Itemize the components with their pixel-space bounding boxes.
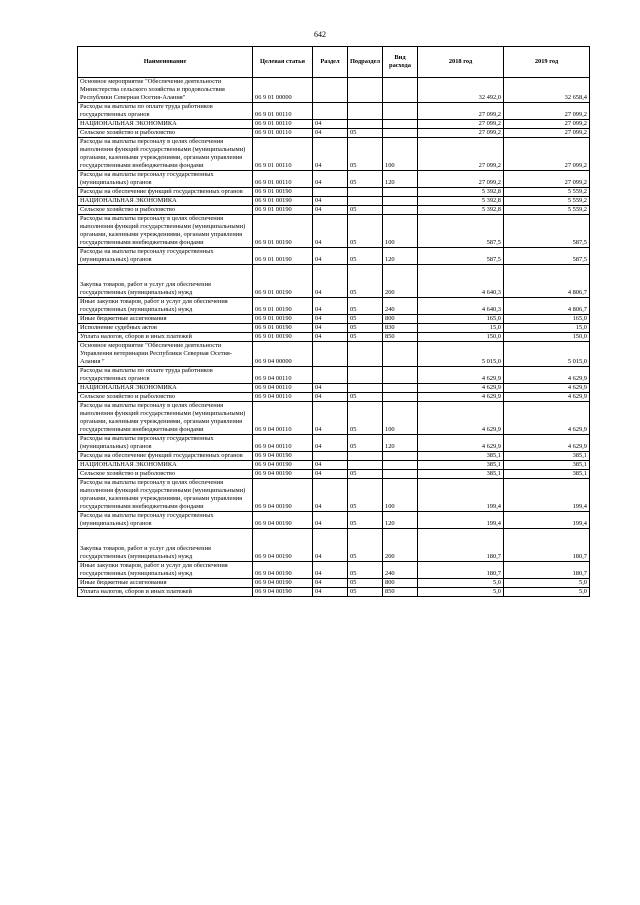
cell-expense-kind [383, 342, 418, 367]
cell-name: Уплата налогов, сборов и иных платежей [78, 333, 253, 342]
table-row [78, 206, 590, 215]
cell-expense-kind: 800 [383, 579, 418, 588]
cell-expense-kind [383, 367, 418, 384]
cell-subsection: 05 [348, 588, 383, 597]
cell-amount-2018: 199,4 [418, 479, 504, 512]
cell-section: 04 [313, 562, 348, 579]
cell-target-code: 06 9 01 00190 [253, 188, 313, 197]
cell-section: 04 [313, 479, 348, 512]
cell-name: Иные закупки товаров, работ и услуг для обеспечения государственных (муниципальных) нужд [78, 562, 253, 579]
cell-amount-2019: 4 629,9 [504, 384, 590, 393]
table-row [78, 315, 590, 324]
cell-section: 04 [313, 197, 348, 206]
cell-target-code: 06 9 01 00190 [253, 315, 313, 324]
cell-amount-2018: 27 099,2 [418, 171, 504, 188]
cell-target-code: 06 9 04 00190 [253, 461, 313, 470]
cell-target-code: 06 9 04 00190 [253, 579, 313, 588]
table-row [78, 265, 590, 298]
cell-expense-kind [383, 129, 418, 138]
cell-amount-2018: 199,4 [418, 512, 504, 529]
cell-section: 04 [313, 470, 348, 479]
cell-section: 04 [313, 579, 348, 588]
cell-section: 04 [313, 171, 348, 188]
cell-expense-kind: 800 [383, 315, 418, 324]
table-row [78, 129, 590, 138]
cell-amount-2019: 180,7 [504, 529, 590, 562]
cell-target-code: 06 9 01 00190 [253, 324, 313, 333]
cell-amount-2019: 5 559,2 [504, 206, 590, 215]
cell-amount-2018: 27 099,2 [418, 138, 504, 171]
cell-subsection: 05 [348, 315, 383, 324]
cell-amount-2018: 5 392,8 [418, 206, 504, 215]
cell-amount-2018: 4 629,9 [418, 384, 504, 393]
cell-target-code: 06 9 01 00190 [253, 265, 313, 298]
cell-target-code: 06 9 01 00110 [253, 138, 313, 171]
table-row [78, 402, 590, 435]
cell-target-code: 06 9 01 00110 [253, 129, 313, 138]
cell-section: 04 [313, 206, 348, 215]
cell-amount-2019: 587,5 [504, 215, 590, 248]
cell-target-code: 06 9 01 00000 [253, 78, 313, 103]
cell-expense-kind: 830 [383, 324, 418, 333]
cell-subsection: 05 [348, 333, 383, 342]
cell-subsection [348, 188, 383, 197]
cell-amount-2019: 5 015,0 [504, 342, 590, 367]
cell-section [313, 367, 348, 384]
cell-subsection [348, 120, 383, 129]
table-row [78, 215, 590, 248]
cell-section: 04 [313, 265, 348, 298]
table-row [78, 248, 590, 265]
cell-subsection [348, 461, 383, 470]
table-row [78, 103, 590, 120]
cell-amount-2019: 27 099,2 [504, 171, 590, 188]
cell-name: Расходы на выплаты персоналу в целях обеспечения выполнения функций государственными (муниципальными) органами, казенными учреждениями, органами управления государственными внебюджетными фондами [78, 402, 253, 435]
cell-subsection: 05 [348, 215, 383, 248]
cell-expense-kind: 850 [383, 333, 418, 342]
cell-subsection [348, 452, 383, 461]
cell-amount-2019: 180,7 [504, 562, 590, 579]
cell-amount-2019: 199,4 [504, 479, 590, 512]
cell-amount-2019: 199,4 [504, 512, 590, 529]
cell-amount-2018: 385,1 [418, 470, 504, 479]
cell-section: 04 [313, 512, 348, 529]
cell-amount-2018: 4 640,3 [418, 298, 504, 315]
cell-name: Иные бюджетные ассигнования [78, 579, 253, 588]
cell-name: Расходы на выплаты персоналу государственных (муниципальных) органов [78, 248, 253, 265]
cell-amount-2018: 587,5 [418, 215, 504, 248]
cell-amount-2019: 5 559,2 [504, 197, 590, 206]
cell-target-code: 06 9 04 00110 [253, 393, 313, 402]
cell-expense-kind: 200 [383, 529, 418, 562]
cell-amount-2018: 4 640,3 [418, 265, 504, 298]
table-row [78, 512, 590, 529]
cell-amount-2019: 27 099,2 [504, 138, 590, 171]
cell-name: Расходы на выплаты по оплате труда работников государственных органов [78, 103, 253, 120]
cell-target-code: 06 9 01 00190 [253, 298, 313, 315]
cell-subsection: 05 [348, 265, 383, 298]
cell-name: НАЦИОНАЛЬНАЯ ЭКОНОМИКА [78, 197, 253, 206]
cell-name: Расходы на выплаты персоналу государственных (муниципальных) органов [78, 512, 253, 529]
cell-amount-2018: 27 099,2 [418, 129, 504, 138]
header-kind: Вид расхода [383, 47, 418, 78]
table-row [78, 78, 590, 103]
cell-target-code: 06 9 01 00190 [253, 206, 313, 215]
cell-amount-2018: 5 392,8 [418, 188, 504, 197]
table-body [78, 78, 590, 597]
cell-amount-2018: 4 629,9 [418, 367, 504, 384]
table-row [78, 120, 590, 129]
cell-name: Сельское хозяйство и рыболовство [78, 206, 253, 215]
cell-expense-kind: 120 [383, 512, 418, 529]
cell-section: 04 [313, 138, 348, 171]
cell-amount-2019: 15,0 [504, 324, 590, 333]
cell-amount-2019: 4 629,9 [504, 367, 590, 384]
cell-target-code: 06 9 01 00110 [253, 120, 313, 129]
cell-expense-kind: 200 [383, 265, 418, 298]
cell-section: 04 [313, 324, 348, 333]
cell-amount-2018: 15,0 [418, 324, 504, 333]
cell-subsection: 05 [348, 248, 383, 265]
table-row [78, 562, 590, 579]
cell-subsection [348, 103, 383, 120]
cell-amount-2018: 27 099,2 [418, 120, 504, 129]
cell-amount-2019: 5,0 [504, 588, 590, 597]
cell-expense-kind [383, 103, 418, 120]
cell-target-code: 06 9 04 00000 [253, 342, 313, 367]
cell-name: Расходы на выплаты персоналу государственных (муниципальных) органов [78, 435, 253, 452]
cell-target-code: 06 9 01 00190 [253, 248, 313, 265]
page-number: 642 [314, 30, 326, 39]
cell-target-code: 06 9 01 00190 [253, 215, 313, 248]
table-row [78, 188, 590, 197]
budget-table [77, 46, 590, 597]
cell-name: Расходы на обеспечение функций государственных органов [78, 452, 253, 461]
cell-expense-kind: 100 [383, 215, 418, 248]
cell-amount-2018: 5,0 [418, 588, 504, 597]
cell-amount-2018: 180,7 [418, 562, 504, 579]
cell-amount-2018: 150,0 [418, 333, 504, 342]
cell-name: Закупка товаров, работ и услуг для обеспечения государственных (муниципальных) нужд [78, 529, 253, 562]
cell-name: Расходы на выплаты персоналу в целях обеспечения выполнения функций государственными (муниципальными) органами, казенными учреждениями, органами управления государственными внебюджетными фондами [78, 138, 253, 171]
cell-section [313, 188, 348, 197]
header-section: Раздел [313, 47, 348, 78]
cell-expense-kind [383, 120, 418, 129]
cell-amount-2018: 385,1 [418, 461, 504, 470]
cell-target-code: 06 9 04 00110 [253, 367, 313, 384]
cell-subsection [348, 342, 383, 367]
cell-amount-2018: 5 015,0 [418, 342, 504, 367]
table-row [78, 529, 590, 562]
header-subsection: Подраздел [348, 47, 383, 78]
cell-amount-2018: 5,0 [418, 579, 504, 588]
cell-subsection: 05 [348, 129, 383, 138]
cell-subsection: 05 [348, 171, 383, 188]
cell-amount-2018: 27 099,2 [418, 103, 504, 120]
cell-target-code: 06 9 01 00110 [253, 103, 313, 120]
cell-subsection [348, 367, 383, 384]
cell-section: 04 [313, 333, 348, 342]
cell-amount-2019: 27 099,2 [504, 129, 590, 138]
cell-expense-kind: 850 [383, 588, 418, 597]
cell-subsection: 05 [348, 470, 383, 479]
cell-name: Расходы на выплаты персоналу в целях обеспечения выполнения функций государственными (муниципальными) органами, казенными учреждениями, органами управления государственными внебюджетными фондами [78, 479, 253, 512]
cell-amount-2019: 150,0 [504, 333, 590, 342]
cell-target-code: 06 9 04 00110 [253, 402, 313, 435]
cell-name: Расходы на выплаты персоналу государственных (муниципальных) органов [78, 171, 253, 188]
cell-amount-2019: 4 629,9 [504, 393, 590, 402]
cell-expense-kind [383, 393, 418, 402]
cell-expense-kind [383, 78, 418, 103]
cell-name: Закупка товаров, работ и услуг для обеспечения государственных (муниципальных) нужд [78, 265, 253, 298]
cell-name: Основное мероприятие "Обеспечение деятельности Управления ветеринарии Республики Северная Осетия-Алания " [78, 342, 253, 367]
table-row [78, 393, 590, 402]
cell-target-code: 06 9 04 00190 [253, 512, 313, 529]
cell-amount-2019: 4 806,7 [504, 298, 590, 315]
cell-subsection [348, 78, 383, 103]
cell-amount-2019: 5,0 [504, 579, 590, 588]
cell-section: 04 [313, 129, 348, 138]
cell-subsection [348, 197, 383, 206]
cell-amount-2019: 4 629,9 [504, 402, 590, 435]
cell-name: Исполнение судебных актов [78, 324, 253, 333]
cell-target-code: 06 9 04 00190 [253, 479, 313, 512]
cell-section: 04 [313, 435, 348, 452]
cell-expense-kind: 120 [383, 171, 418, 188]
table-row [78, 588, 590, 597]
cell-name: НАЦИОНАЛЬНАЯ ЭКОНОМИКА [78, 120, 253, 129]
table-row [78, 579, 590, 588]
cell-section [313, 342, 348, 367]
cell-target-code: 06 9 04 00190 [253, 452, 313, 461]
cell-expense-kind: 240 [383, 298, 418, 315]
table-row [78, 298, 590, 315]
table-row [78, 138, 590, 171]
cell-target-code: 06 9 04 00190 [253, 588, 313, 597]
cell-section: 04 [313, 588, 348, 597]
cell-name: Расходы на выплаты персоналу в целях обеспечения выполнения функций государственными (муниципальными) органами, казенными учреждениями, органами управления государственными внебюджетными фондами [78, 215, 253, 248]
cell-amount-2019: 27 099,2 [504, 120, 590, 129]
cell-section: 04 [313, 402, 348, 435]
table-row [78, 171, 590, 188]
header-2019: 2019 год [504, 47, 590, 78]
header-row [78, 47, 590, 78]
cell-section: 04 [313, 248, 348, 265]
cell-name: Уплата налогов, сборов и иных платежей [78, 588, 253, 597]
cell-amount-2019: 5 559,2 [504, 188, 590, 197]
cell-expense-kind: 100 [383, 138, 418, 171]
cell-subsection: 05 [348, 393, 383, 402]
cell-name: Сельское хозяйство и рыболовство [78, 393, 253, 402]
cell-amount-2019: 385,1 [504, 452, 590, 461]
cell-section: 04 [313, 315, 348, 324]
cell-target-code: 06 9 04 00190 [253, 470, 313, 479]
cell-target-code: 06 9 01 00190 [253, 197, 313, 206]
cell-subsection: 05 [348, 435, 383, 452]
cell-expense-kind: 120 [383, 435, 418, 452]
cell-name: Расходы на обеспечение функций государственных органов [78, 188, 253, 197]
cell-target-code: 06 9 04 00110 [253, 384, 313, 393]
cell-amount-2019: 32 658,4 [504, 78, 590, 103]
cell-section: 04 [313, 461, 348, 470]
cell-section: 04 [313, 384, 348, 393]
table-row [78, 333, 590, 342]
table-row [78, 324, 590, 333]
cell-subsection: 05 [348, 579, 383, 588]
cell-amount-2019: 4 806,7 [504, 265, 590, 298]
cell-expense-kind [383, 384, 418, 393]
cell-amount-2019: 385,1 [504, 461, 590, 470]
cell-name: Иные закупки товаров, работ и услуг для обеспечения государственных (муниципальных) нужд [78, 298, 253, 315]
cell-expense-kind [383, 470, 418, 479]
table-row [78, 461, 590, 470]
cell-amount-2018: 5 392,8 [418, 197, 504, 206]
table-row [78, 470, 590, 479]
cell-expense-kind: 240 [383, 562, 418, 579]
cell-amount-2019: 587,5 [504, 248, 590, 265]
cell-expense-kind [383, 197, 418, 206]
table-row [78, 435, 590, 452]
cell-section [313, 103, 348, 120]
cell-subsection: 05 [348, 138, 383, 171]
cell-subsection: 05 [348, 479, 383, 512]
cell-expense-kind [383, 461, 418, 470]
table-row [78, 452, 590, 461]
cell-target-code: 06 9 01 00110 [253, 171, 313, 188]
cell-amount-2018: 4 629,9 [418, 435, 504, 452]
cell-subsection [348, 384, 383, 393]
cell-expense-kind [383, 188, 418, 197]
cell-section: 04 [313, 215, 348, 248]
cell-amount-2019: 4 629,9 [504, 435, 590, 452]
cell-amount-2018: 4 629,9 [418, 393, 504, 402]
cell-section: 04 [313, 529, 348, 562]
cell-amount-2018: 180,7 [418, 529, 504, 562]
cell-amount-2019: 165,0 [504, 315, 590, 324]
cell-name: Расходы на выплаты по оплате труда работников государственных органов [78, 367, 253, 384]
header-name: Наименование [78, 47, 253, 78]
cell-expense-kind: 100 [383, 479, 418, 512]
table-row [78, 479, 590, 512]
cell-target-code: 06 9 04 00190 [253, 529, 313, 562]
cell-expense-kind [383, 452, 418, 461]
cell-section [313, 452, 348, 461]
cell-amount-2018: 587,5 [418, 248, 504, 265]
cell-section: 04 [313, 393, 348, 402]
cell-amount-2018: 32 492,0 [418, 78, 504, 103]
table-row [78, 367, 590, 384]
cell-subsection: 05 [348, 529, 383, 562]
cell-name: Сельское хозяйство и рыболовство [78, 470, 253, 479]
cell-target-code: 06 9 04 00190 [253, 562, 313, 579]
cell-subsection: 05 [348, 324, 383, 333]
cell-subsection: 05 [348, 206, 383, 215]
cell-amount-2019: 385,1 [504, 470, 590, 479]
cell-name: Сельское хозяйство и рыболовство [78, 129, 253, 138]
cell-subsection: 05 [348, 562, 383, 579]
cell-subsection: 05 [348, 298, 383, 315]
header-code: Целевая статья [253, 47, 313, 78]
cell-section: 04 [313, 298, 348, 315]
table-row [78, 197, 590, 206]
cell-expense-kind: 100 [383, 402, 418, 435]
cell-name: НАЦИОНАЛЬНАЯ ЭКОНОМИКА [78, 461, 253, 470]
cell-name: НАЦИОНАЛЬНАЯ ЭКОНОМИКА [78, 384, 253, 393]
table-row [78, 384, 590, 393]
cell-section [313, 78, 348, 103]
cell-amount-2018: 385,1 [418, 452, 504, 461]
cell-target-code: 06 9 04 00110 [253, 435, 313, 452]
cell-section: 04 [313, 120, 348, 129]
cell-expense-kind: 120 [383, 248, 418, 265]
cell-target-code: 06 9 01 00190 [253, 333, 313, 342]
cell-name: Основное мероприятие "Обеспечение деятельности Министерства сельского хозяйства и продовольствия Республики Северная Осетия-Алания" [78, 78, 253, 103]
cell-expense-kind [383, 206, 418, 215]
cell-subsection: 05 [348, 512, 383, 529]
cell-amount-2018: 165,0 [418, 315, 504, 324]
cell-subsection: 05 [348, 402, 383, 435]
cell-amount-2019: 27 099,2 [504, 103, 590, 120]
table-header [78, 47, 590, 78]
table-row [78, 342, 590, 367]
header-2018: 2018 год [418, 47, 504, 78]
cell-name: Иные бюджетные ассигнования [78, 315, 253, 324]
cell-amount-2018: 4 629,9 [418, 402, 504, 435]
